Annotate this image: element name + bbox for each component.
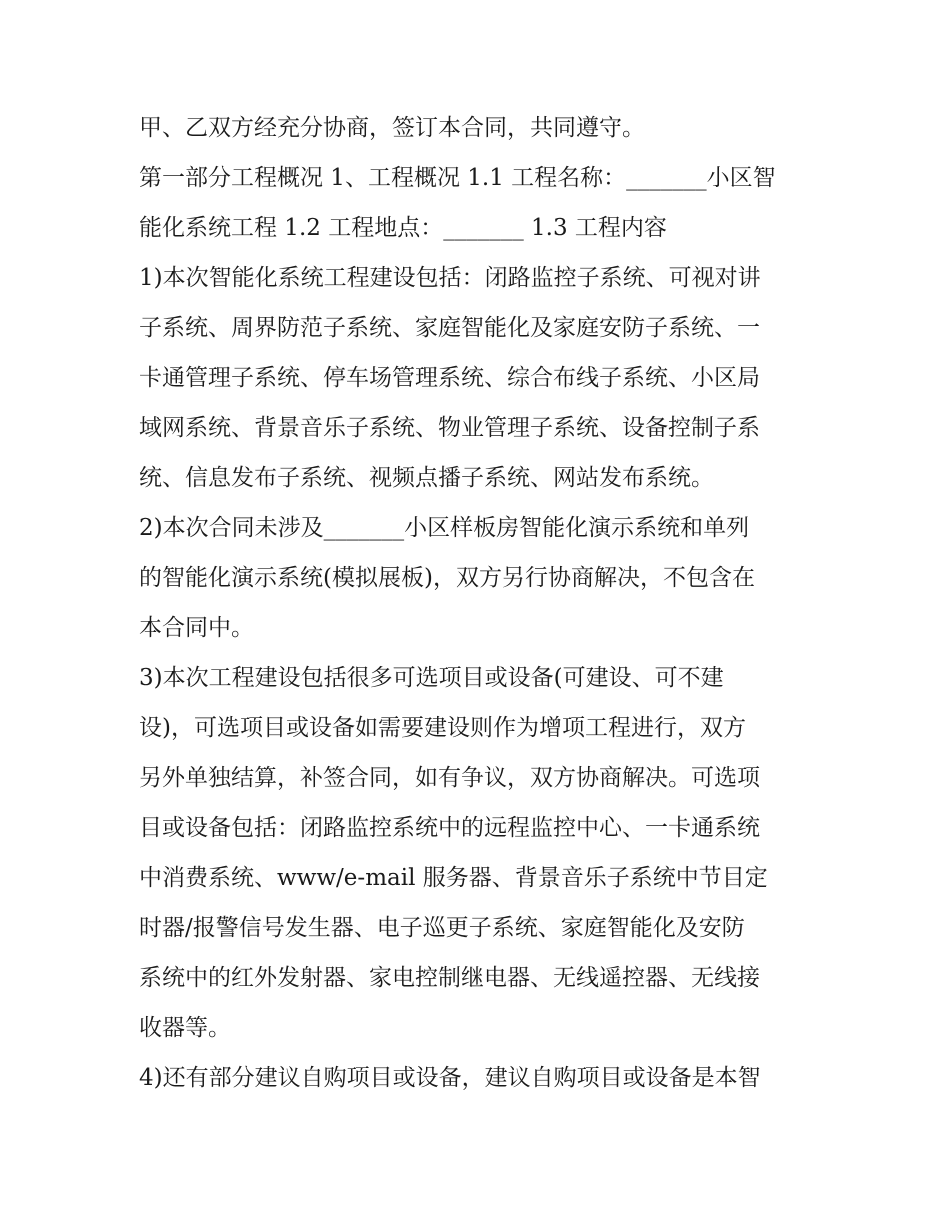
text-line: 系统中的红外发射器、家电控制继电器、无线遥控器、无线接 — [139, 965, 760, 991]
paragraph-intro — [139, 103, 814, 153]
text-line: 时器/报警信号发生器、电子巡更子系统、家庭智能化及安防 — [139, 915, 745, 941]
text-line: 目或设备包括：闭路监控系统中的远程监控中心、一卡通系统 — [139, 815, 760, 841]
text-line: 统、信息发布子系统、视频点播子系统、网站发布系统。 — [139, 465, 714, 491]
text-line: 设)，可选项目或设备如需要建设则作为增项工程进行，双方 — [139, 715, 746, 741]
text-line: 收器等。 — [139, 1015, 231, 1041]
paragraph-item-1 — [139, 253, 814, 503]
text-line: 的智能化演示系统(模拟展板)，双方另行协商解决，不包含在 — [139, 565, 755, 591]
text-line: 4)还有部分建议自购项目或设备，建议自购项目或设备是本智 — [139, 1065, 761, 1091]
text-line: 卡通管理子系统、停车场管理系统、综合布线子系统、小区局 — [139, 365, 760, 391]
text-line: 本合同中。 — [139, 615, 254, 641]
text-line: 1)本次智能化系统工程建设包括：闭路监控子系统、可视对讲 — [139, 265, 761, 291]
text-line: 能化系统工程 1.2 工程地点：_______ 1.3 工程内容 — [139, 215, 667, 241]
document-body — [139, 103, 814, 1103]
text-line: 中消费系统、www/e-mail 服务器、背景音乐子系统中节目定 — [139, 865, 768, 891]
text-line: 3)本次工程建设包括很多可选项目或设备(可建设、可不建 — [139, 665, 724, 691]
paragraph-item-2 — [139, 503, 814, 653]
text-line: 第一部分工程概况 1、工程概况 1.1 工程名称：_______小区智 — [139, 165, 776, 191]
text-line: 2)本次合同未涉及_______小区样板房智能化演示系统和单列 — [139, 515, 750, 541]
paragraph-project-overview — [139, 153, 814, 253]
text-line: 甲、乙双方经充分协商，签订本合同，共同遵守。 — [139, 115, 645, 141]
text-line: 域网系统、背景音乐子系统、物业管理子系统、设备控制子系 — [139, 415, 760, 441]
paragraph-item-4 — [139, 1053, 814, 1103]
text-line: 另外单独结算，补签合同，如有争议，双方协商解决。可选项 — [139, 765, 760, 791]
paragraph-item-3 — [139, 653, 814, 1053]
text-line: 子系统、周界防范子系统、家庭智能化及家庭安防子系统、一 — [139, 315, 760, 341]
